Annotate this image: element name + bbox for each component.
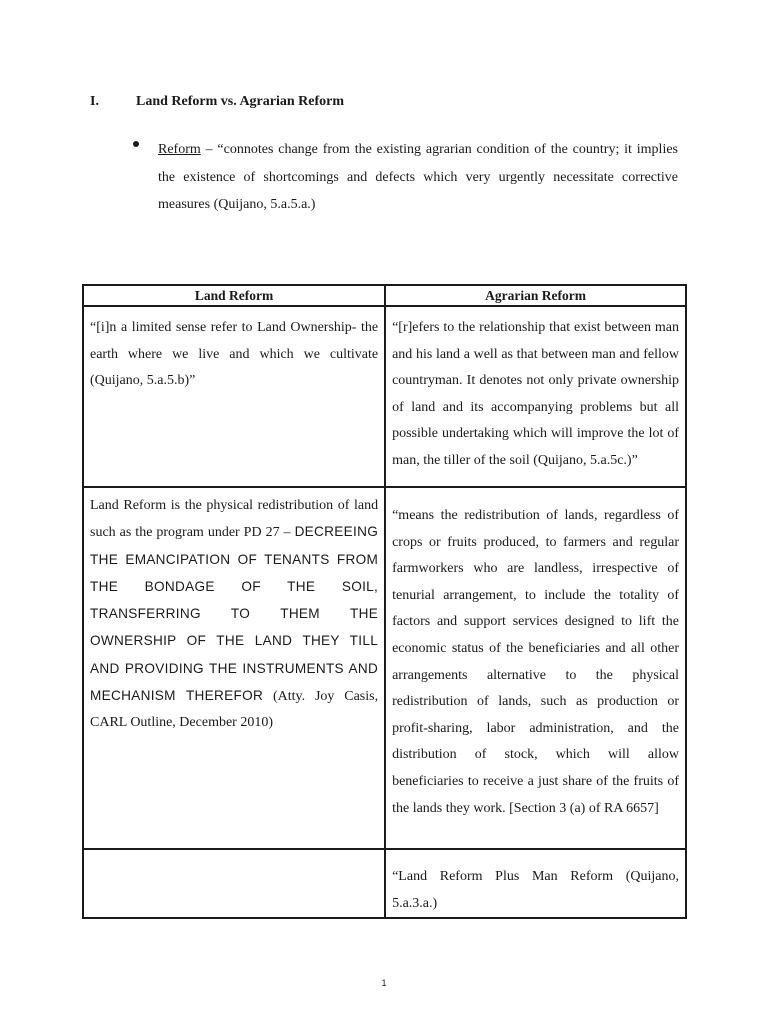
reform-definition	[136, 136, 678, 219]
land-reform-pd27-cell	[83, 487, 385, 849]
page-number: 1	[381, 978, 387, 988]
table-row	[83, 487, 686, 849]
pd27-lead-text: Land Reform is the physical redistribution of land such as the program under PD 27 –	[90, 498, 379, 541]
table-header-row	[83, 285, 686, 306]
header-agrarian-reform: Agrarian Reform	[385, 285, 686, 306]
reform-term: Reform	[158, 142, 201, 157]
land-reform-definition-cell: “[i]n a limited sense refer to Land Ownership- the earth where we live and which we cultivate (Quijano, 5.a.5.b)”	[83, 306, 385, 487]
agrarian-reform-definition-cell: “[r]efers to the relationship that exist between man and his land a well as that between man and fellow countryman. It denotes not only private ownership of land and its accompanying problems but all possible undertaking which will improve the lot of man, the tiller of the soil (Quijano, 5.a.5c.)”	[385, 306, 686, 487]
pd27-citation-text: (Atty. Joy Casis, CARL Outline, December 2010)	[90, 689, 379, 731]
agrarian-reform-ra6657-cell: “means the redistribution of lands, regardless of crops or fruits produced, to farmers and regular farmworkers who are landless, irrespective of tenurial arrangement, to include the totality of factors and support services designed to lift the economic status of the beneficiaries and all other arrangements alternative to the physical redistribution of lands, such as production or profit-sharing, labor administration, and the distribution of stock, which will allow beneficiaries to receive a just share of the fruits of the lands they work. [Section 3 (a) of RA 6657]	[385, 487, 686, 849]
table-row	[83, 849, 686, 918]
header-land-reform: Land Reform	[83, 285, 385, 306]
section-number: I.	[90, 94, 99, 109]
section-title: Land Reform vs. Agrarian Reform	[136, 94, 345, 109]
pd27-caps-text: DECREEING THE EMANCIPATION OF TENANTS FROM THE BONDAGE OF THE SOIL, TRANSFERRING TO THEM THE OWNERSHIP OF THE LAND THEY TILL AND PROVIDING THE INSTRUMENTS AND MECHANISM THEREFOR	[90, 524, 379, 704]
comparison-table	[82, 284, 687, 919]
section-heading	[90, 94, 344, 110]
table-row	[83, 306, 686, 487]
empty-cell	[83, 849, 385, 918]
man-reform-cell: “Land Reform Plus Man Reform (Quijano, 5.a.3.a.)	[385, 849, 686, 918]
reform-definition-text: – “connotes change from the existing agrarian condition of the country; it implies the existence of shortcomings and defects which very urgently necessitate corrective measures (Quijano, 5.a.5.a.)	[158, 142, 678, 212]
